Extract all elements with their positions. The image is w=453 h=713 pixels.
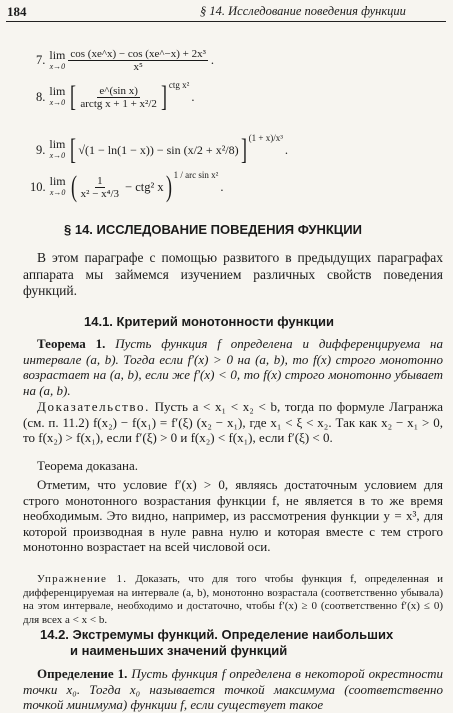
exercise-8: 8. lim x→0 [ $\frac{\text{e\textasciicircum{}(sin x)}}{\text{arctg x + 1 + x²/2}}$ ] ctg x² . <box>36 80 195 113</box>
expression: √(1 − ln(1 − x)) − sin (x/2 + x²/8) <box>78 142 239 157</box>
exercise-10: 10. lim x→0 ( $\frac{1}{\text{x² − x⁴/3}}$ − ctg² x ) 1 / arc sin x² . <box>30 170 224 203</box>
exercise-9: 9. lim x→0 [ √(1 − ln(1 − x)) − sin (x/2 + x²/8) ] (1 + x)/x³ . <box>36 133 289 166</box>
section-intro: В этом параграфе с помощью развитого в предыдущих параграфах аппарата мы займемся изучением различных свойств поведения функций. <box>23 250 443 298</box>
exercise-text: Доказать, что для того чтобы функция f, определенная и дифференцируемая на интервале (a, b), монотонно возрастала (соответственно убывала) на этом интервале, необходимо и достаточно, чтобы f′(x) ≥ 0 (соответственно f′(x) ≤ 0) для всех a < x < b. <box>23 573 444 626</box>
limit-operator: lim x→0 <box>49 137 66 160</box>
definition-text: Пусть функция f определена в некоторой окрестности точки x₀. Тогда x₀ называется точкой максимума (соответственно точкой минимума) функции f, если существует такое <box>23 666 444 712</box>
proof-label: Доказательство. <box>37 399 150 414</box>
section-heading: § 14. ИССЛЕДОВАНИЕ ПОВЕДЕНИЯ ФУНКЦИИ <box>64 222 362 237</box>
page-number: 184 <box>7 4 27 19</box>
limit-operator: lim x→0 <box>49 174 66 197</box>
fraction: $\frac{1}{\text{x² − x⁴/3}}$ <box>80 174 120 200</box>
exercise-number: 10. <box>30 179 46 194</box>
fraction: $\frac{\text{e\textasciicircum{}(sin x)}}{\text{arctg x + 1 + x²/2}}$ <box>80 84 157 110</box>
exercise-7: 7. lim x→0 $\frac{\text{cos (xe\textasciicircum{}x) − cos (xe\textasciicircum{}−x) + 2x³}}{\text{x⁵}}$ . <box>36 47 214 73</box>
proof-text: Пусть a < x₁ < x₂ < b, тогда по формуле Лагранжа (см. п. 11.2) f(x₂) − f(x₁) = f′(ξ) (x₂ − x₁), где x₁ < ξ < x₂. Так как x₂ − x₁ > 0, то f(x₂) > f(x₁), если f′(ξ) > 0 и f(x₂) < f(x₁), если f′(ξ) < 0. <box>23 399 444 445</box>
header-rule <box>6 21 446 22</box>
limit-operator: lim x→0 <box>49 47 66 71</box>
exercise-number: 9. <box>36 142 46 157</box>
running-title: § 14. Исследование поведения функции <box>200 4 406 18</box>
heading-line-2: и наименьших значений функций <box>70 643 288 658</box>
exponent: ctg x² <box>168 80 190 90</box>
subsection-heading: 14.1. Критерий монотонности функции <box>84 314 334 329</box>
fraction: $\frac{\text{cos (xe\textasciicircum{}x) − cos (xe\textasciicircum{}−x) + 2x³}}{\text{x⁵}}$ <box>70 48 206 73</box>
exercise-1 <box>23 573 443 627</box>
theorem-1 <box>23 336 443 398</box>
remark: Отметим, что условие f′(x) > 0, являясь достаточным условием для строго монотонного возрастания функции f, не является в то же время необходимым. Это видно, например, из рассмотрения функции y = x³, для которой производная в нуле равна нулю и которая вместе с тем строго монотонно возрастает на всей числовой оси. <box>23 477 443 554</box>
proved-line: Теорема доказана. <box>37 458 139 473</box>
theorem-text: Пусть функция f определена и дифференцируема на интервале (a, b). Тогда если f′(x) > 0 на (a, b), то f(x) строго монотонно возрастает на (a, b), если же f′(x) < 0, то f(x) строго монотонно убывает на (a, b). <box>23 336 444 398</box>
proof <box>23 399 443 446</box>
definition-label: Определение 1. <box>37 666 128 681</box>
exponent: (1 + x)/x³ <box>248 133 283 143</box>
exponent: 1 / arc sin x² <box>173 170 219 180</box>
subsection-heading-2 <box>40 627 450 659</box>
exercise-number: 7. <box>36 53 46 67</box>
theorem-label: Теорема 1. <box>37 336 106 351</box>
exercise-number: 8. <box>36 89 46 104</box>
heading-line-1: 14.2. Экстремумы функций. Определение наибольших <box>40 627 394 642</box>
limit-operator: lim x→0 <box>49 84 66 107</box>
exercise-label: Упражнение 1. <box>37 573 128 585</box>
